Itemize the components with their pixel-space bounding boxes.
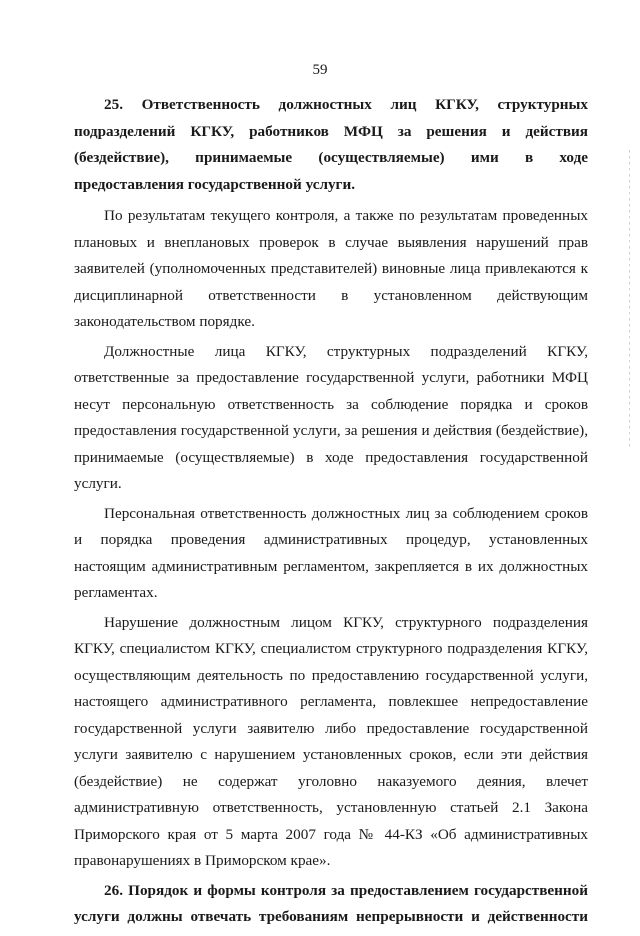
document-body xyxy=(74,92,588,936)
scan-edge-artifact xyxy=(629,150,630,450)
page-number: 59 xyxy=(312,62,328,78)
paragraph-personal-responsibility: Должностные лица КГКУ, структурных подразделений КГКУ, ответственные за предоставление государственной услуги, работники МФЦ несут персональную ответственность за соблюдение порядка и сроков предоставления государственной услуги, за решения и действия (бездействие), принимаемые (осуществляемые) в ходе предоставления государственной услуги. xyxy=(74,342,588,492)
paragraph-job-regulations: Персональная ответственность должностных лиц за соблюдением сроков и порядка проведения административных процедур, установленных настоящим административным регламентом, закрепляется в их должностных регламентах. xyxy=(74,504,588,601)
paragraph-disciplinary-liability: По результатам текущего контроля, а также по результатам проведенных плановых и внеплановых проверок в случае выявления нарушений прав заявителей (уполномоченных представителей) виновные лица привлекаются к дисциплинарной ответственности в установленном действующим законодательством порядке. xyxy=(74,207,588,330)
paragraph-violation-liability: Нарушение должностным лицом КГКУ, структурного подразделения КГКУ, специалистом КГКУ, специалистом структурного подразделения КГКУ, осуществляющим деятельность по предоставлению государственной услуги, настоящего административного регламента, повлекшее непредоставление государственной услуги заявителю либо предоставление государственной услуги заявителю с нарушением установленных сроков, если эти действия (бездействие) не содержат уголовно наказуемого деяния, влечет административную ответственность, установленную статьей 2.1 Закона Приморского края от 5 марта 2007 года № 44-КЗ «Об административных правонарушениях в Приморском крае». xyxy=(74,613,588,869)
section-26-heading: 26. Порядок и формы контроля за предоставлением государственной услуги должны отвечать требованиям непрерывности и действенности xyxy=(74,881,588,925)
section-25-heading: 25. Ответственность должностных лиц КГКУ, структурных подразделений КГКУ, работников МФЦ за решения и действия (бездействие), принимаемые (осуществляемые) ими в ходе предоставления государственной услуги. xyxy=(74,96,588,193)
